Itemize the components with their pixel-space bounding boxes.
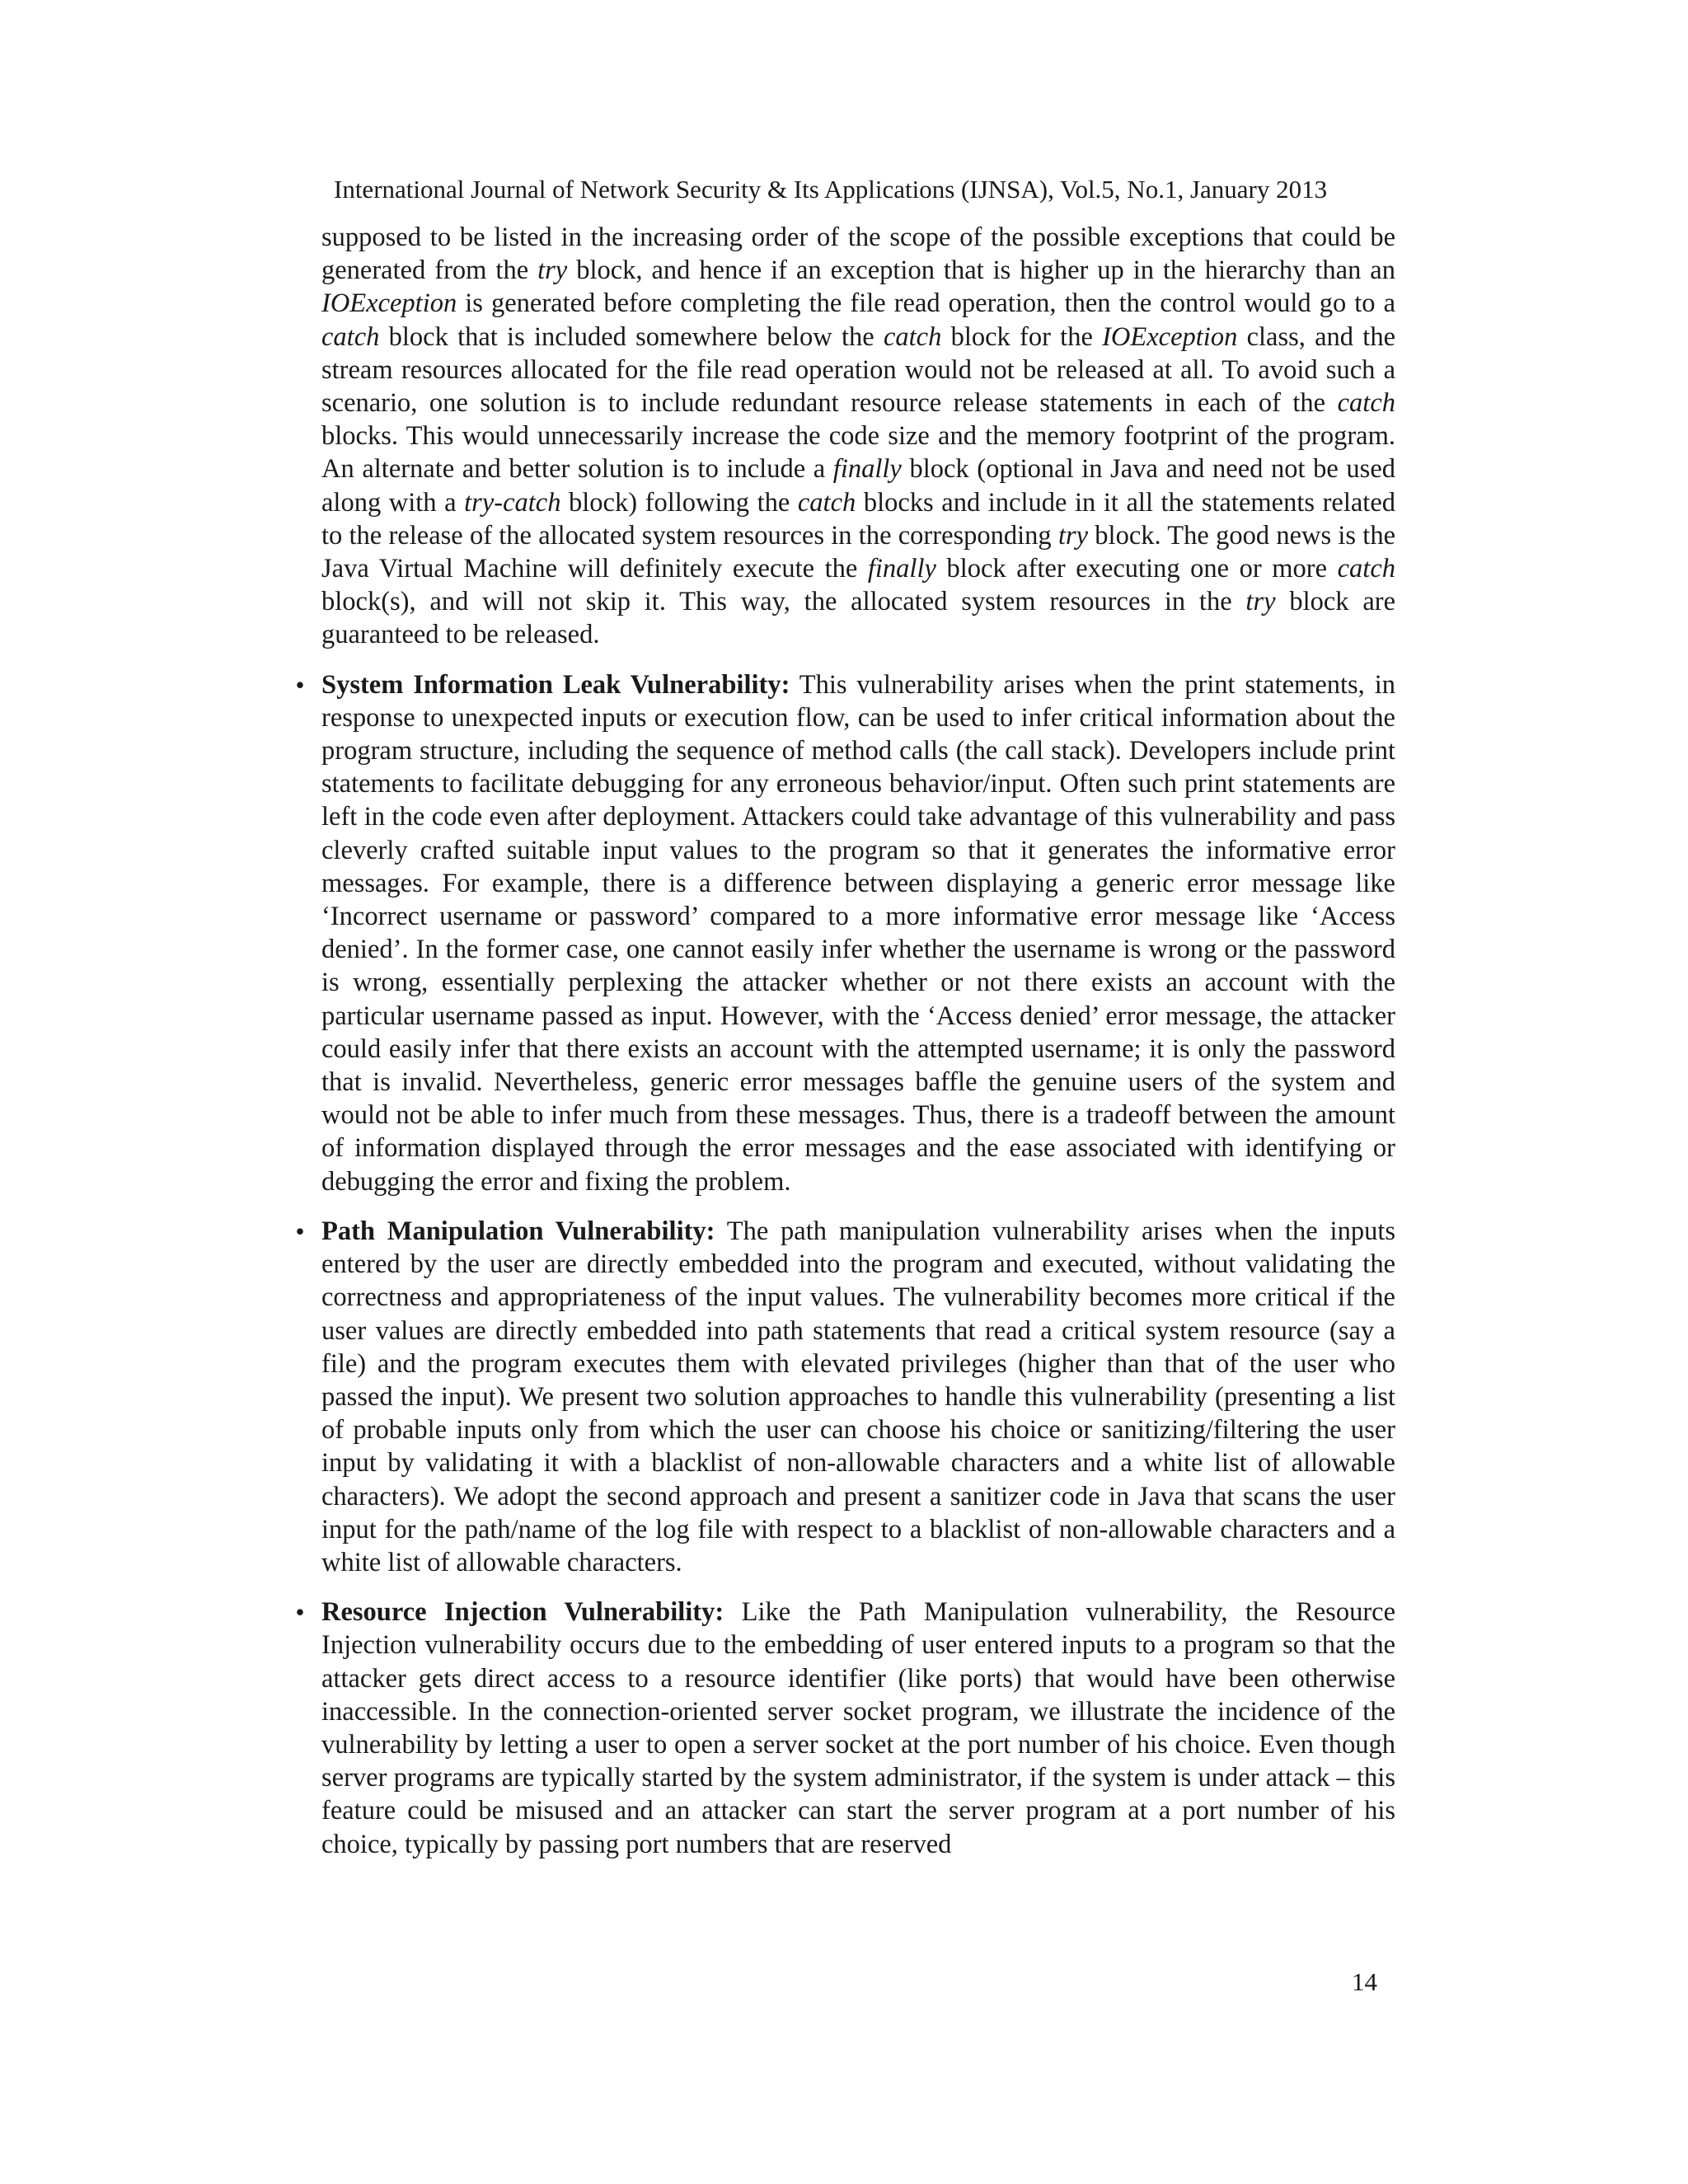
text-run-italic: try — [1057, 520, 1089, 551]
text-run: blocks and include in it all the statements related to the release of the allocated system resources in the corresponding — [321, 487, 1395, 551]
text-run-italic: catch — [1337, 554, 1395, 584]
text-run-italic: finally — [832, 454, 902, 485]
bullet-title: Path Manipulation Vulnerability: — [321, 1216, 715, 1246]
page-body — [295, 221, 1396, 1877]
text-run: is generated before completing the file read operation, then the control would go to a — [457, 288, 1395, 319]
bullet-title: Resource Injection Vulnerability: — [321, 1597, 724, 1628]
bullet-icon: • — [295, 1216, 305, 1246]
bullet-icon: • — [295, 669, 305, 700]
text-run: block after executing one or more — [935, 554, 1338, 584]
bullet-paragraph — [321, 1596, 1395, 1861]
text-run-italic: finally — [867, 554, 936, 584]
list-item-path-manipulation — [295, 1215, 1395, 1579]
text-run: class, and the stream resources allocated for the file read operation would not be released at all. To avoid such a scenario, one solution is to include redundant resource release statements in each of the — [321, 321, 1395, 419]
text-run: supposed to be listed in the increasing order of the scope of the possible exceptions that could be generated from the — [321, 223, 1395, 286]
bullet-text: This vulnerability arises when the print statements, in response to unexpected inputs or execution flow, can be used to infer critical information about the program structure, including the sequence of method calls (the call stack). Developers include print statements to facilitate debugging for any erroneous behavior/input. Often such print statements are left in the code even after deployment. Attackers could take advantage of this vulnerability and pass cleverly crafted suitable input values to the program so that it generates the informative error messages. For example, there is a difference between displaying a generic error message like ‘Incorrect username or password’ compared to a more informative error message like ‘Access denied’. In the former case, one cannot easily infer whether the username is wrong or the password is wrong, essentially perplexing the attacker whether or not there exists an account with the particular username passed as input. However, with the ‘Access denied’ error message, the attacker could easily infer that there exists an account with the attempted username; it is only the password that is invalid. Nevertheless, generic error messages baffle the genuine users of the system and would not be able to infer much from these messages. Thus, there is a tradeoff between the amount of information displayed through the error messages and the ease associated with identifying or debugging the error and fixing the problem. — [321, 669, 1395, 1197]
text-run: block) following the — [560, 487, 798, 518]
text-run: blocks. This would unnecessarily increase the code size and the memory footprint of the program. An alternate and better solution is to include a — [321, 421, 1395, 485]
text-run-italic: catch — [797, 487, 856, 518]
bullet-text: Like the Path Manipulation vulnerability, the Resource Injection vulnerability occurs due to the embedding of user entered inputs to a program so that the attacker gets direct access to a resource identifier (like ports) that would have been otherwise inaccessible. In the connection-oriented server socket program, we illustrate the incidence of the vulnerability by letting a user to open a server socket at the port number of his choice. Even though server programs are typically started by the system administrator, if the system is under attack – this feature could be misused and an attacker can start the server program at a port number of his choice, typically by passing port numbers that are reserved — [321, 1597, 1395, 1859]
text-run-italic: catch — [321, 321, 380, 352]
text-run: block, and hence if an exception that is higher up in the hierarchy than an — [567, 255, 1395, 286]
text-run-italic: try — [537, 255, 568, 286]
text-run: block (optional in Java and need not be used along with a — [321, 454, 1395, 518]
text-run-italic: try-catch — [464, 487, 561, 518]
bullet-text: The path manipulation vulnerability arises when the inputs entered by the user are directly embedded into the program and executed, without validating the correctness and appropriateness of the input values. The vulnerability becomes more critical if the user values are directly embedded into path statements that read a critical system resource (say a file) and the program executes them with elevated privileges (higher than that of the user who passed the input). We present two solution approaches to handle this vulnerability (presenting a list of probable inputs only from which the user can choose his choice or sanitizing/filtering the user input by validating it with a blacklist of non-allowable characters and a white list of allowable characters). We adopt the second approach and present a sanitizer code in Java that scans the user input for the path/name of the log file with respect to a blacklist of non-allowable characters and a white list of allowable characters. — [321, 1216, 1395, 1577]
bullet-paragraph — [321, 668, 1395, 1198]
text-run: block that is included somewhere below the — [379, 321, 884, 352]
text-run-italic: try — [1245, 587, 1276, 617]
list-item-resource-injection — [295, 1596, 1395, 1861]
bullet-paragraph — [321, 1215, 1395, 1579]
text-run-italic: IOException — [321, 288, 457, 319]
intro-paragraph — [321, 221, 1395, 652]
text-run: block for the — [941, 321, 1103, 352]
text-run: block(s), and will not skip it. This way, the allocated system resources in the — [321, 587, 1246, 617]
text-run-italic: IOException — [1102, 321, 1238, 352]
journal-header: International Journal of Network Security & Its Applications (IJNSA), Vol.5, No.1, January 2013 — [334, 175, 1328, 204]
text-run: block. The good news is the Java Virtual Machine will definitely execute the — [321, 520, 1396, 584]
text-run-italic: catch — [883, 321, 942, 352]
list-item-system-information-leak — [295, 668, 1395, 1198]
page-number: 14 — [1352, 1967, 1377, 1996]
vulnerability-list — [295, 668, 1395, 1861]
text-run-italic: catch — [1337, 388, 1395, 419]
bullet-icon: • — [295, 1597, 305, 1628]
text-run: block are guaranteed to be released. — [321, 587, 1395, 650]
bullet-title: System Information Leak Vulnerability: — [321, 669, 790, 700]
